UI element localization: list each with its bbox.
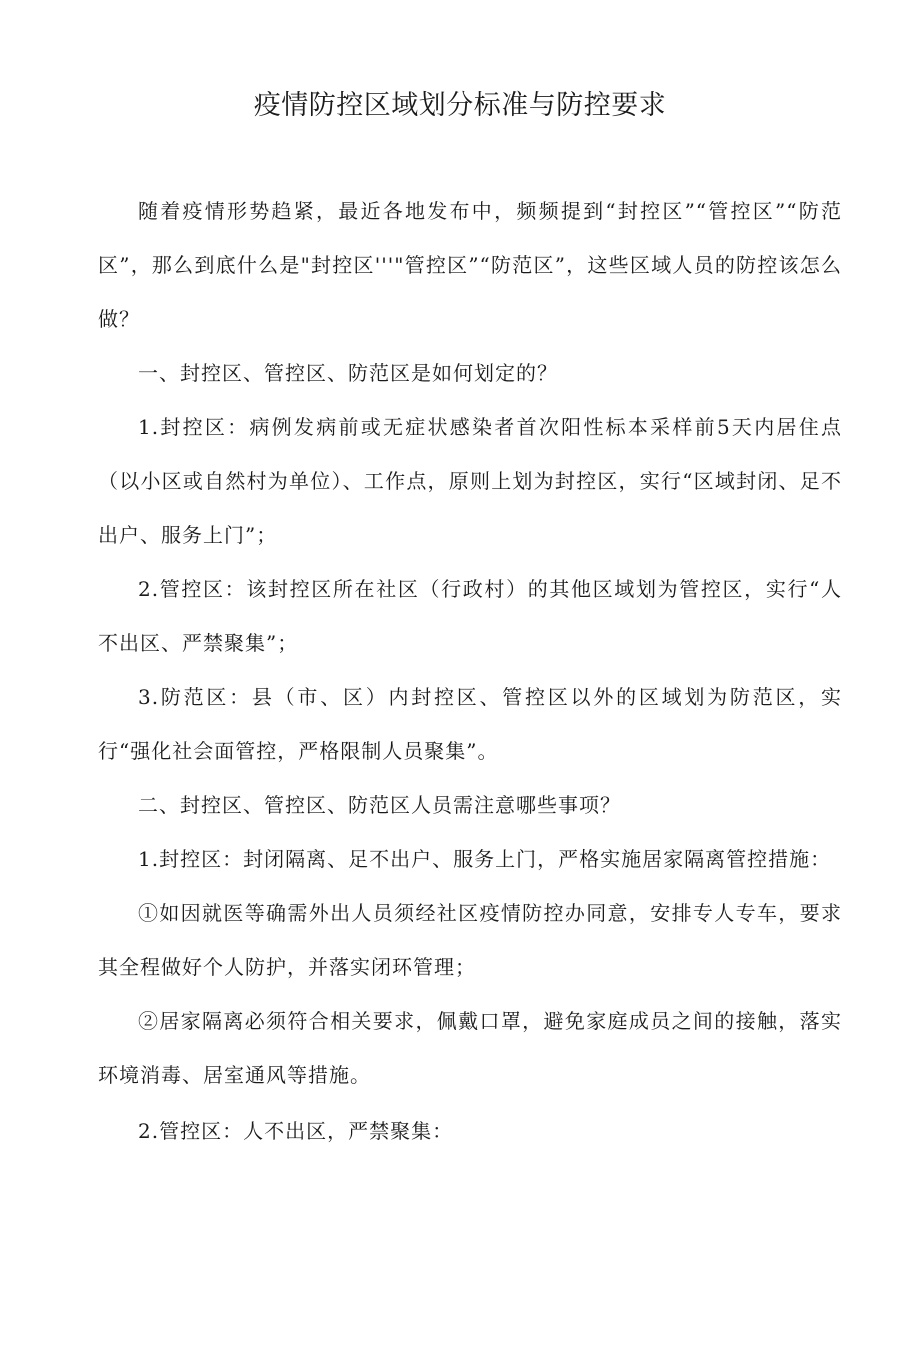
section-heading-1: 一、封控区、管控区、防范区是如何划定的？	[138, 361, 558, 385]
document-body	[98, 184, 842, 1158]
document-title: 疫情防控区域划分标准与防控要求	[253, 90, 667, 121]
paragraph-lockdown-measures: 1.封控区：封闭隔离、足不出户、服务上门，严格实施居家隔离管控措施：	[138, 847, 832, 871]
paragraph-lockdown-zone: 1.封控区：病例发病前或无症状感染者首次阳性标本采样前5天内居住点（以小区或自然村为单位）、工作点，原则上划为封控区，实行“区域封闭、足不出户、服务上门”；	[98, 415, 842, 547]
paragraph-measure-1: ①如因就医等确需外出人员须经社区疫情防控办同意，安排专人专车，要求其全程做好个人防护，并落实闭环管理；	[98, 901, 842, 979]
paragraph-control-zone: 2.管控区：该封控区所在社区（行政村）的其他区域划为管控区，实行“人不出区、严禁聚集”；	[98, 577, 842, 655]
intro-paragraph: 随着疫情形势趋紧，最近各地发布中，频频提到“封控区”“管控区”“防范区”，那么到底什么是"封控区'''"管控区”“防范区”，这些区域人员的防控该怎么做？	[98, 199, 842, 331]
section-heading-2: 二、封控区、管控区、防范区人员需注意哪些事项？	[138, 793, 621, 817]
paragraph-control-measures: 2.管控区：人不出区，严禁聚集：	[138, 1119, 454, 1143]
paragraph-prevention-zone: 3.防范区：县（市、区）内封控区、管控区以外的区域划为防范区，实行“强化社会面管控，严格限制人员聚集”。	[98, 685, 842, 763]
paragraph-measure-2: ②居家隔离必须符合相关要求，佩戴口罩，避免家庭成员之间的接触，落实环境消毒、居室通风等措施。	[98, 1009, 842, 1087]
